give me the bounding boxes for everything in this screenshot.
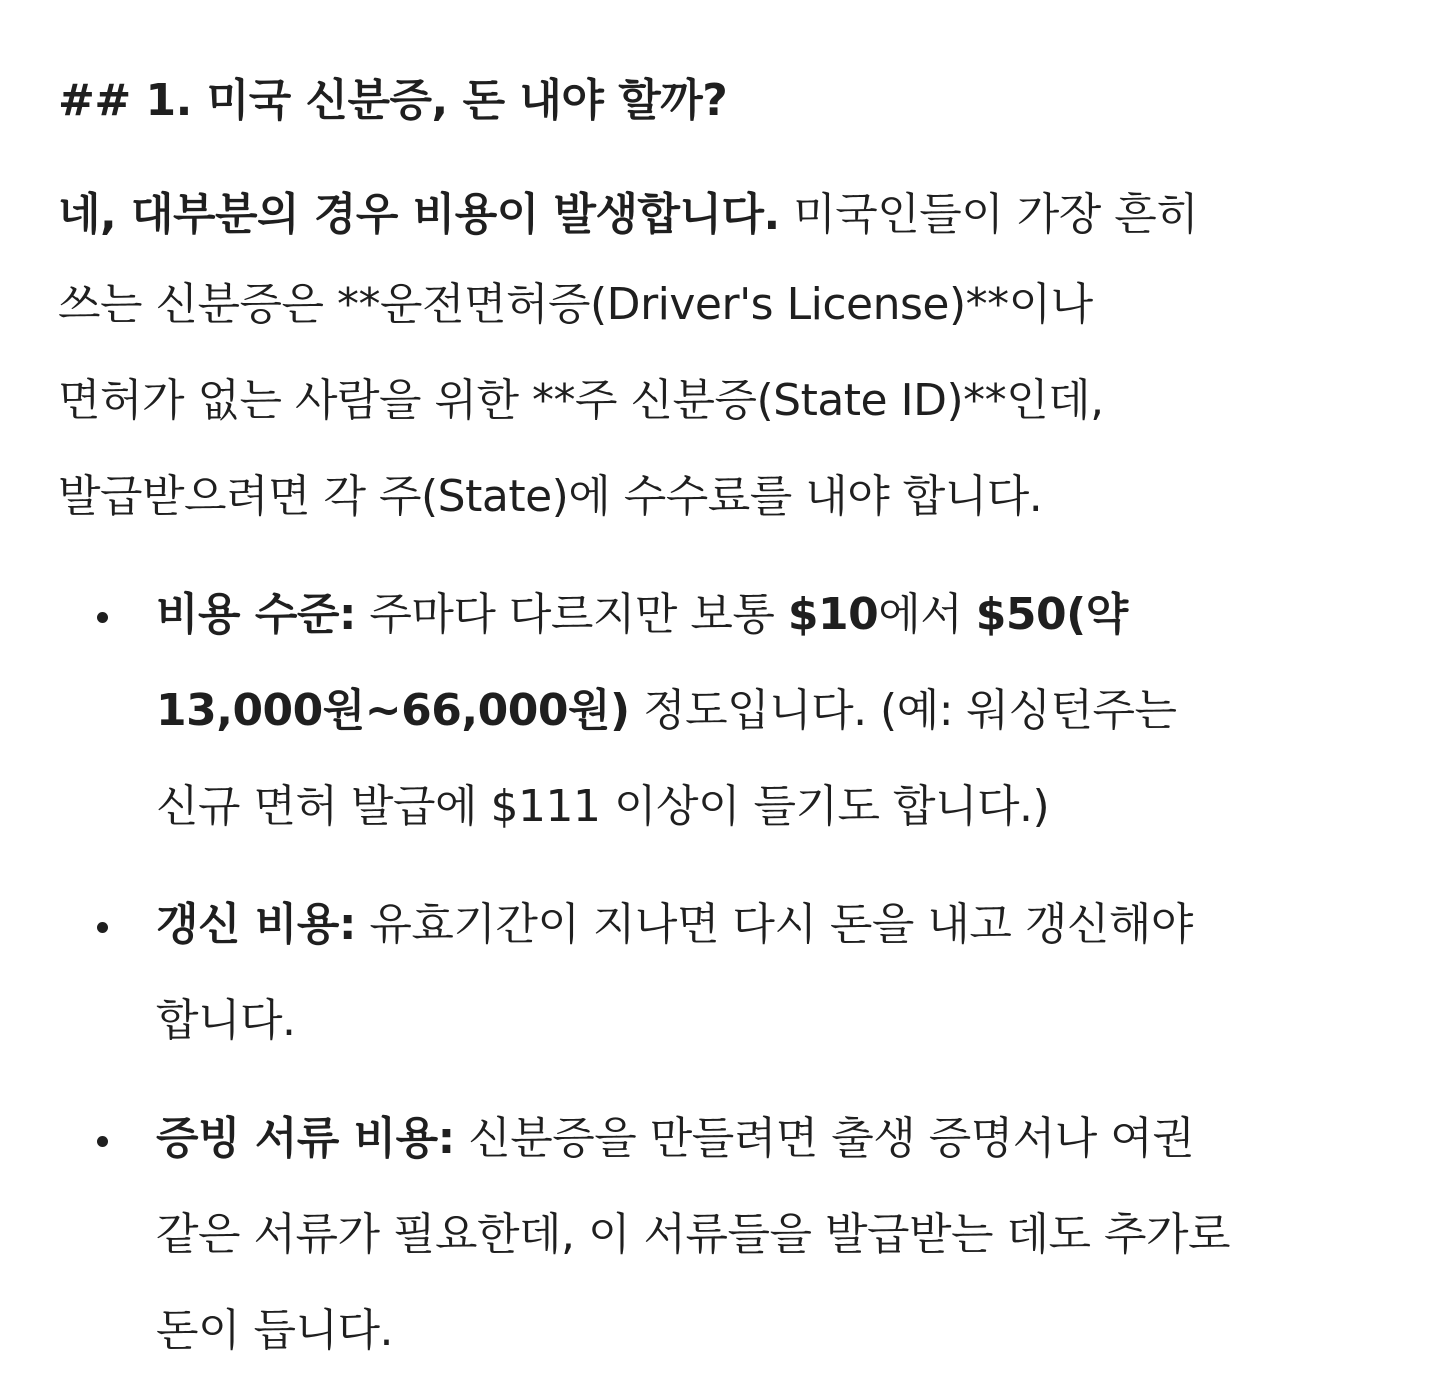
bullet-1-label: 비용 수준: — [156, 589, 356, 640]
bullet-2-line-1 — [156, 884, 1398, 980]
bullet-1-text: 주마다 다르지만 보통 — [355, 589, 788, 640]
list-item-document-cost — [58, 1098, 1398, 1386]
bullet-3-text: 신분증을 만들려면 출생 증명서나 여권 — [454, 1113, 1195, 1164]
bullet-dot-icon — [97, 612, 108, 623]
bullet-1-line-3: 신규 면허 발급에 $111 이상이 들기도 합니다.) — [156, 781, 1050, 832]
intro-line-2: 쓰는 신분증은 **운전면허증(Driver's License)**이나 — [58, 279, 1093, 330]
bullet-1-amount-low: $10 — [787, 589, 879, 640]
bullet-3-line-1 — [156, 1098, 1398, 1194]
bullet-dot-icon — [97, 922, 108, 933]
intro-line-3: 면허가 없는 사람을 위한 **주 신분증(State ID)**인데, — [58, 375, 1104, 426]
list-item-cost-level — [58, 574, 1398, 862]
bullet-1-line-2-rest: 정도입니다. (예: 워싱턴주는 — [629, 685, 1177, 736]
bullet-dot-icon — [97, 1136, 108, 1147]
bullet-2-line-2: 합니다. — [156, 995, 296, 1046]
intro-paragraph — [58, 174, 1398, 552]
bullet-1-line-2 — [156, 670, 1398, 766]
intro-line-1-rest: 미국인들이 가장 흔히 — [779, 189, 1199, 240]
bullet-3-label: 증빙 서류 비용: — [156, 1113, 455, 1164]
intro-line-1 — [58, 174, 1398, 264]
bullet-2-text: 유효기간이 지나면 다시 돈을 내고 갱신해야 — [355, 899, 1193, 950]
list-item-renewal-cost — [58, 884, 1398, 1076]
section-heading: ## 1. 미국 신분증, 돈 내야 할까? — [58, 75, 728, 126]
bullet-3-line-2: 같은 서류가 필요한데, 이 서류들을 발급받는 데도 추가로 — [156, 1209, 1230, 1260]
bullet-1-paren-open: (약 — [1066, 589, 1128, 640]
bullet-1-text-mid: 에서 — [878, 589, 976, 640]
intro-line-4: 발급받으려면 각 주(State)에 수수료를 내야 합니다. — [58, 471, 1043, 522]
bullet-2-label: 갱신 비용: — [156, 899, 356, 950]
document — [58, 70, 1398, 1386]
bullet-1-amount-high: $50 — [975, 589, 1067, 640]
cost-bullet-list — [58, 574, 1398, 1386]
bullet-3-line-3: 돈이 듭니다. — [156, 1305, 393, 1356]
bullet-1-won-range: 13,000원~66,000원) — [156, 685, 630, 736]
intro-bold-answer: 네, 대부분의 경우 비용이 발생합니다. — [58, 189, 780, 240]
bullet-1-line-1 — [156, 574, 1398, 670]
